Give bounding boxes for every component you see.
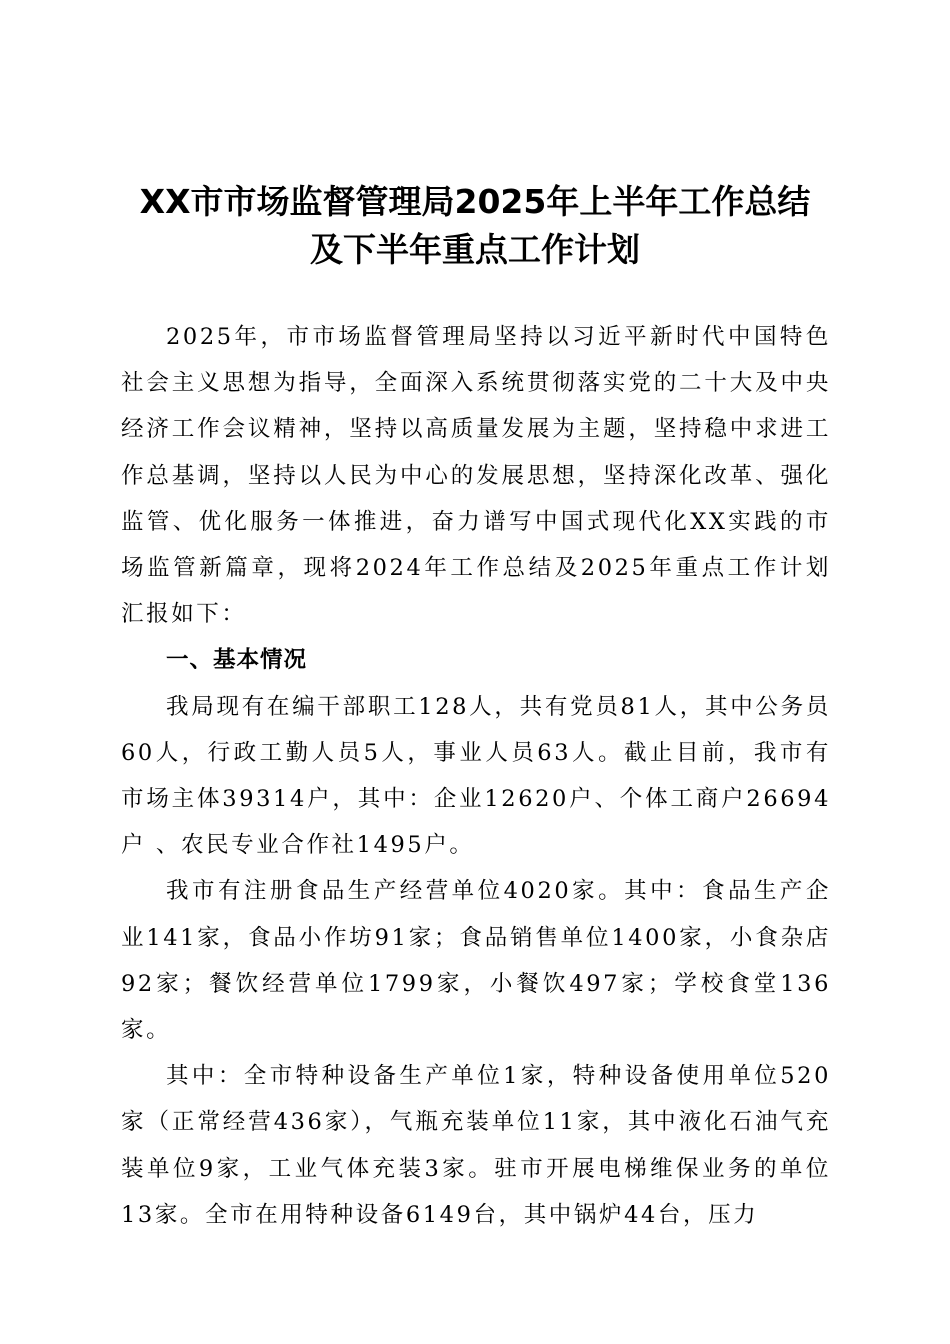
title-line-1: XX市市场监督管理局2025年上半年工作总结 bbox=[139, 182, 811, 221]
title-line-2: 及下半年重点工作计划 bbox=[310, 230, 640, 269]
food-paragraph: 我市有注册食品生产经营单位4020家。其中：食品生产企业141家，食品小作坊91家；食品销售单位1400家，小食杂店92家；餐饮经营单位1799家，小餐饮497家；学校食堂136家。 bbox=[121, 878, 831, 1044]
staff-paragraph: 我局现有在编干部职工128人，共有党员81人，其中公务员60人，行政工勤人员5人，事业人员63人。截止目前，我市有市场主体39314户，其中：企业12620户、个体工商户26694户 、农民专业合作社1495户。 bbox=[121, 693, 831, 859]
section-heading-basic-situation: 一、基本情况 bbox=[166, 647, 308, 674]
document-body bbox=[121, 314, 831, 1238]
document-title bbox=[100, 178, 850, 274]
intro-paragraph: 2025年，市市场监督管理局坚持以习近平新时代中国特色社会主义思想为指导，全面深入系统贯彻落实党的二十大及中央经济工作会议精神，坚持以高质量发展为主题，坚持稳中求进工作总基调，坚持以人民为中心的发展思想，坚持深化改革、强化监管、优化服务一体推进，奋力谱写中国式现代化XX实践的市场监管新篇章，现将2024年工作总结及2025年重点工作计划汇报如下： bbox=[121, 324, 831, 628]
equipment-paragraph: 其中：全市特种设备生产单位1家，特种设备使用单位520家（正常经营436家），气瓶充装单位11家，其中液化石油气充装单位9家，工业气体充装3家。驻市开展电梯维保业务的单位13家。全市在用特种设备6149台，其中锅炉44台，压力 bbox=[121, 1063, 831, 1228]
